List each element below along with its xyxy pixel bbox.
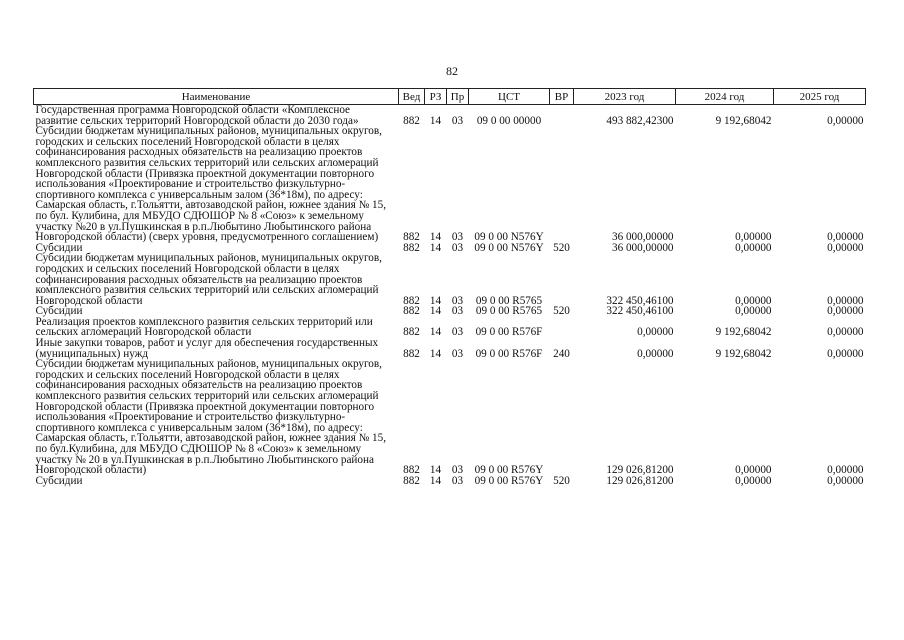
cell-y2024: 0,00000 <box>735 464 772 477</box>
cell-y2024: 0,00000 <box>735 305 772 318</box>
cell-vr: 520 <box>553 474 570 487</box>
cell-name: Субсидии <box>35 305 83 318</box>
cell-y2025: 0,00000 <box>827 231 864 244</box>
cell-pr: 03 <box>451 241 464 254</box>
cell-y2023: 36 000,00000 <box>611 241 674 254</box>
cell-cst: 09 0 00 R576Y <box>474 464 544 477</box>
cell-y2023: 129 026,81200 <box>606 464 674 477</box>
cell-rz: 14 <box>429 305 442 318</box>
header-cst: ЦСТ <box>469 89 550 105</box>
table-row <box>34 359 866 476</box>
cell-name: Иные закупки товаров, работ и услуг для обеспечения государственных (муниципальных) нужд <box>35 337 379 360</box>
cell-ved: 882 <box>403 326 420 339</box>
cell-cst: 09 0 00 R576Y <box>474 474 544 487</box>
cell-name: Государственная программа Новгородской области «Комплексное развитие сельских территорий Новгородской области до 2030 года» <box>35 104 359 127</box>
cell-name: Субсидии бюджетам муниципальных районов, муниципальных округов, городских и сельских поселений Новгородской области в целях софинансирования расходных обязательств на реализацию проектов комплексного развития сельских территорий или сельских агломераций Новгородской области (Привязка проектной документации повторного использования «Проектирование и строительство физкультурно- спортивного комплекса с универсальным залом (36*18м), по адресу: Самарская область, г.Тольятти, автозаводской район, южнее здания № 15, по бул. Кулибина, для МБУДО СДЮШОР № 8 «Союз» к земельному участку №20 в ул.Пушкинская в р.п.Любытино Любытинского района Новгородской области) (сверх уровня, предусмотренного соглашением) <box>35 125 387 244</box>
cell-pr: 03 <box>451 114 464 127</box>
header-name: Наименование <box>34 89 399 105</box>
header-pr: Пр <box>447 89 469 105</box>
cell-vr <box>550 317 574 338</box>
cell-y2024: 9 192,68042 <box>715 347 772 360</box>
cell-ved: 882 <box>403 294 420 307</box>
cell-y2024: 0,00000 <box>735 241 772 254</box>
cell-y2025: 0,00000 <box>827 241 864 254</box>
cell-y2025: 0,00000 <box>827 305 864 318</box>
cell-pr: 03 <box>451 305 464 318</box>
header-2024: 2024 год <box>676 89 774 105</box>
table-row <box>34 476 866 487</box>
cell-y2023: 129 026,81200 <box>606 474 674 487</box>
cell-y2025: 0,00000 <box>827 326 864 339</box>
header-rz: РЗ <box>425 89 447 105</box>
cell-vr: 240 <box>553 347 570 360</box>
header-2025: 2025 год <box>774 89 866 105</box>
cell-rz: 14 <box>429 326 442 339</box>
table-row <box>34 338 866 359</box>
cell-rz: 14 <box>429 231 442 244</box>
cell-ved: 882 <box>403 241 420 254</box>
cell-ved: 882 <box>403 474 420 487</box>
cell-cst: 09 0 00 R5765 <box>475 294 543 307</box>
cell-vr: 520 <box>553 241 570 254</box>
table-row <box>34 126 866 243</box>
cell-y2024: 0,00000 <box>735 474 772 487</box>
cell-name: Субсидии бюджетам муниципальных районов, муниципальных округов, городских и сельских поселений Новгородской области в целях софинансирования расходных обязательств на реализацию проектов комплексного развития сельских территорий или сельских агломераций Новгородской области (Привязка проектной документации повторного использования «Проектирование и строительство физкультурно-спортивного комплекса с универсальным залом (36*18м), по адресу: Самарская область, г.Тольятти, автозаводской район, южнее здания № 15, по бул.Кулибина, для МБУДО СДЮШОР № 8 «Союз» к земельному участку № 20 в ул.Пушкинская в р.п.Любытино Любытинского района Новгородской области) <box>35 358 387 477</box>
cell-cst: 09 0 00 N576Y <box>474 231 544 244</box>
cell-vr: 520 <box>553 305 570 318</box>
cell-vr <box>550 253 574 306</box>
cell-vr <box>550 126 574 243</box>
table-row <box>34 317 866 338</box>
cell-cst: 09 0 00 R576F <box>475 347 543 360</box>
table-row <box>34 105 866 127</box>
cell-pr: 03 <box>451 347 464 360</box>
cell-y2023: 493 882,42300 <box>606 114 674 127</box>
cell-y2023: 322 450,46100 <box>606 294 674 307</box>
cell-ved: 882 <box>403 231 420 244</box>
cell-y2024: 9 192,68042 <box>715 326 772 339</box>
cell-name: Реализация проектов комплексного развития сельских территорий или сельских агломераций Новгородской области <box>35 315 373 339</box>
cell-ved: 882 <box>403 347 420 360</box>
cell-y2023: 0,00000 <box>637 347 674 360</box>
cell-pr: 03 <box>451 474 464 487</box>
cell-name: Субсидии <box>35 474 83 487</box>
table-header-row <box>34 89 866 105</box>
cell-rz: 14 <box>429 464 442 477</box>
cell-y2023: 0,00000 <box>637 326 674 339</box>
cell-rz: 14 <box>429 114 442 127</box>
cell-y2024: 0,00000 <box>735 294 772 307</box>
cell-rz: 14 <box>429 347 442 360</box>
cell-pr: 03 <box>451 326 464 339</box>
cell-cst: 09 0 00 00000 <box>476 114 542 127</box>
cell-vr <box>550 359 574 476</box>
cell-ved: 882 <box>403 305 420 318</box>
cell-y2024: 9 192,68042 <box>715 114 772 127</box>
cell-y2025: 0,00000 <box>827 474 864 487</box>
cell-cst: 09 0 00 R5765 <box>475 305 543 318</box>
page-number: 82 <box>446 64 458 78</box>
header-vr: ВР <box>550 89 574 105</box>
cell-name: Субсидии бюджетам муниципальных районов, муниципальных округов, городских и сельских поселений Новгородской области в целях софинансирования расходных обязательств на реализацию проектов комплексного развития сельских территорий или сельских агломераций Новгородской области <box>35 252 382 307</box>
cell-y2023: 36 000,00000 <box>611 231 674 244</box>
cell-rz: 14 <box>429 474 442 487</box>
cell-pr: 03 <box>451 294 464 307</box>
cell-vr <box>550 105 574 127</box>
cell-y2025: 0,00000 <box>827 464 864 477</box>
cell-y2025: 0,00000 <box>827 347 864 360</box>
table-body <box>34 105 866 487</box>
header-2023: 2023 год <box>574 89 676 105</box>
cell-y2023: 322 450,46100 <box>606 305 674 318</box>
cell-pr: 03 <box>451 464 464 477</box>
budget-table <box>33 88 866 486</box>
table-row <box>34 253 866 306</box>
cell-y2025: 0,00000 <box>827 294 864 307</box>
cell-y2024: 0,00000 <box>735 231 772 244</box>
cell-rz: 14 <box>429 241 442 254</box>
cell-pr: 03 <box>451 231 464 244</box>
cell-cst: 09 0 00 N576Y <box>474 241 544 254</box>
header-ved: Вед <box>399 89 425 105</box>
cell-ved: 882 <box>403 464 420 477</box>
cell-cst: 09 0 00 R576F <box>475 326 543 339</box>
cell-ved: 882 <box>403 114 420 127</box>
cell-rz: 14 <box>429 294 442 307</box>
cell-y2025: 0,00000 <box>827 114 864 127</box>
cell-name: Субсидии <box>35 241 83 254</box>
